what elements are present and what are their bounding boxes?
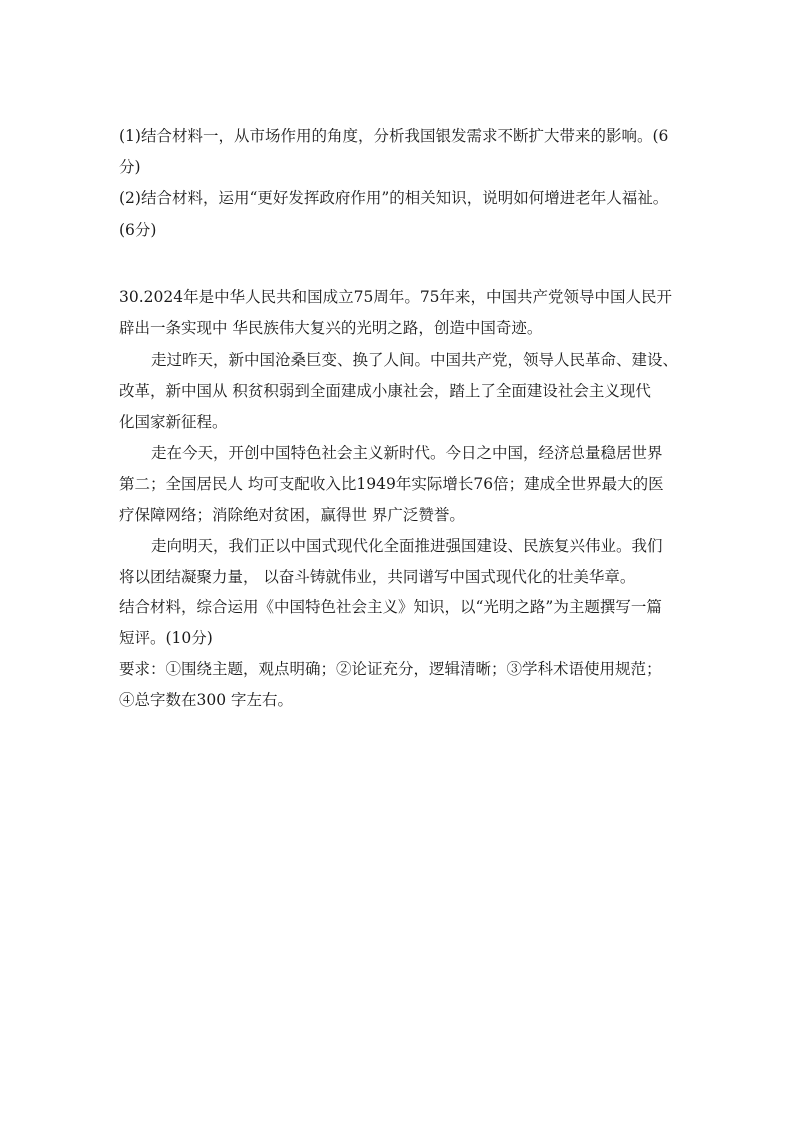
q30-today-line2: 第二；全国居民人 均可支配收入比1949年实际增长76倍；建成全世界最大的医 — [119, 475, 664, 493]
q30-tomorrow-line1: 走向明天，我们正以中国式现代化全面推进强国建设、民族复兴伟业。我们 — [151, 537, 663, 555]
q30-yesterday-line2: 改革，新中国从 积贫积弱到全面建成小康社会，踏上了全面建设社会主义现代 — [119, 382, 651, 400]
q30-intro-line2: 辟出一条实现中 华民族伟大复兴的光明之路，创造中国奇迹。 — [119, 319, 543, 337]
q30-task-line1: 结合材料，综合运用《中国特色社会主义》知识，以“光明之路”为主题撰写一篇 — [119, 598, 662, 616]
q30-today-line1: 走在今天，开创中国特色社会主义新时代。今日之中国，经济总量稳居世界 — [151, 444, 663, 462]
q30-requirements-line1: 要求：①围绕主题，观点明确；②论证充分，逻辑清晰；③学科术语使用规范； — [119, 660, 662, 678]
q30-yesterday-line1: 走过昨天，新中国沧桑巨变、换了人间。中国共产党，领导人民革命、建设、 — [151, 351, 679, 369]
q30-tomorrow-line2: 将以团结凝聚力量， 以奋斗铸就伟业，共同谱写中国式现代化的壮美华章。 — [119, 568, 636, 586]
q30-intro-line1: 30.2024年是中华人民共和国成立75周年。75年来，中国共产党领导中国人民开 — [119, 288, 673, 306]
q30-task-line2: 短评。(10分) — [119, 629, 213, 647]
q29-part1-line2: 分) — [119, 158, 141, 176]
q29-part2-line2: (6分) — [119, 221, 157, 239]
q30-requirements-line2: ④总字数在300 字左右。 — [119, 691, 294, 709]
q30-today-line3: 疗保障网络；消除绝对贫困，赢得世 界广泛赞誉。 — [119, 506, 465, 524]
q30-yesterday-line3: 化国家新征程。 — [119, 413, 228, 431]
q29-part1-line1: (1)结合材料一，从市场作用的角度，分析我国银发需求不断扩大带来的影响。(6 — [119, 127, 669, 145]
q29-part2-line1: (2)结合材料，运用“更好发挥政府作用”的相关知识，说明如何增进老年人福祉。 — [119, 189, 669, 207]
